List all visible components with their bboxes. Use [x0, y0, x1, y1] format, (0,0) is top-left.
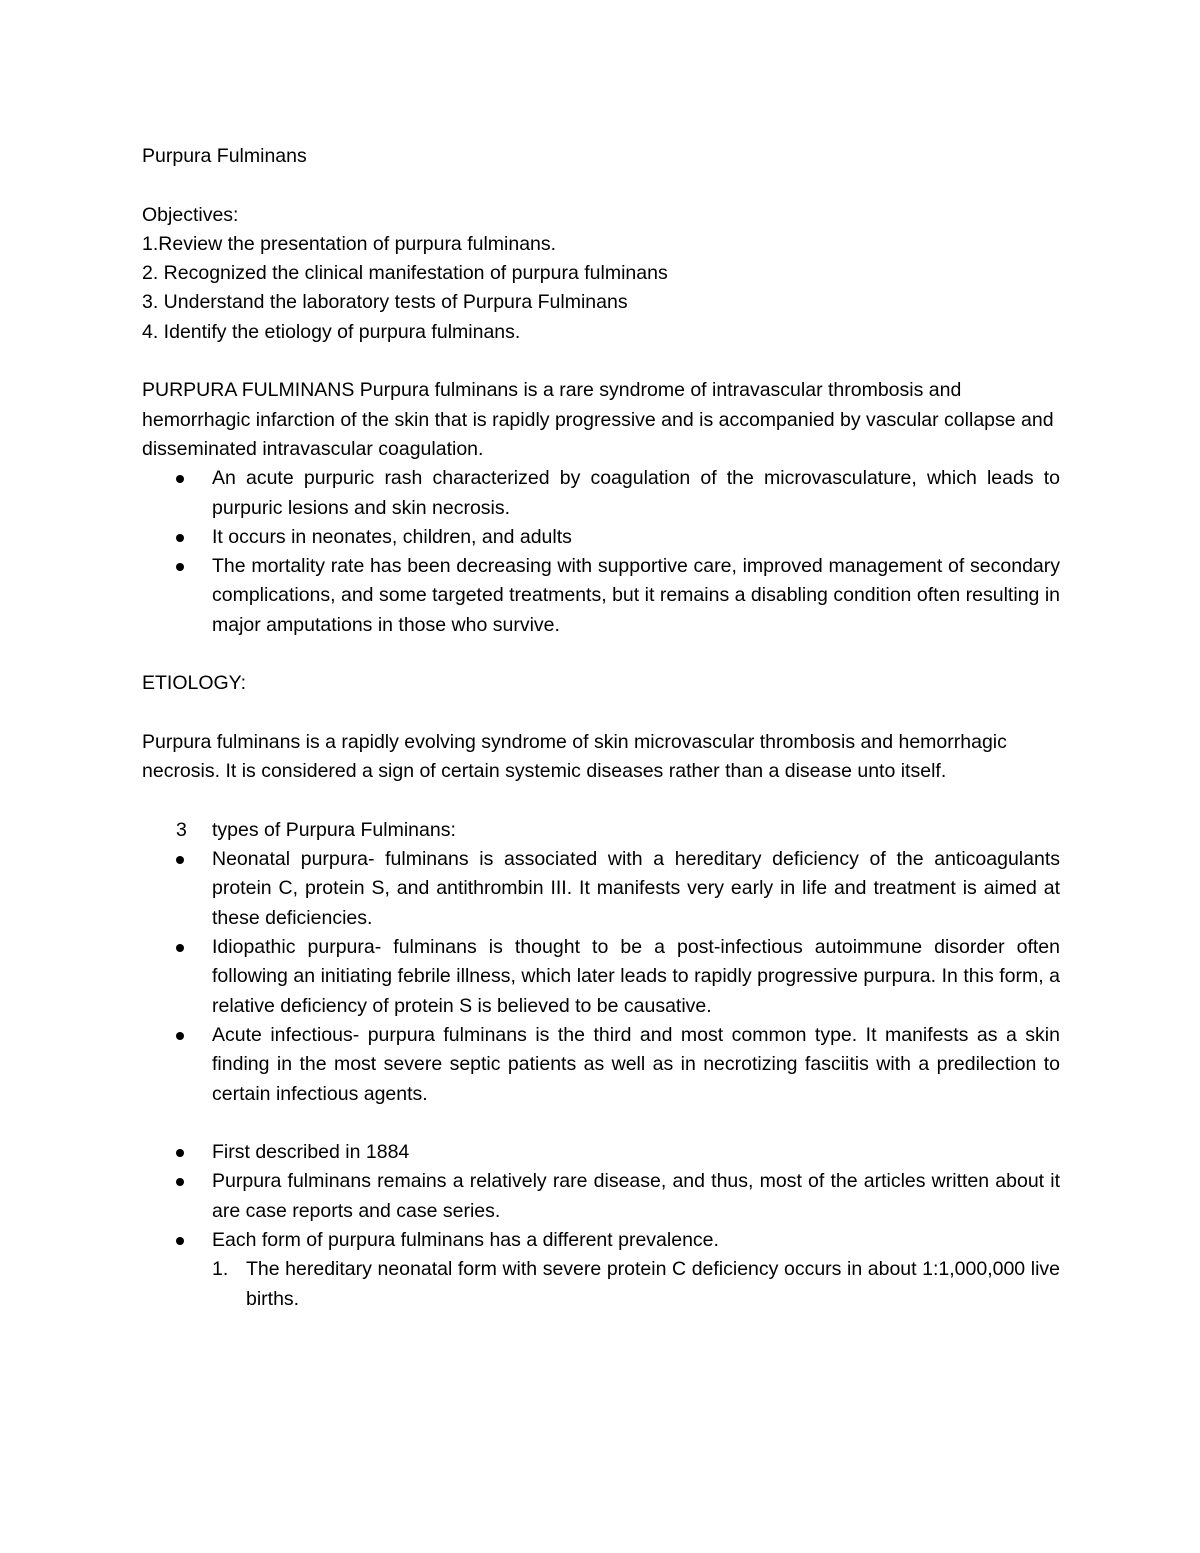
bullet-text: Idiopathic purpura- fulminans is thought to be a post-infectious autoimmune disorder often following an initiating febrile illness, which later leads to rapidly progressive purpura. In this form, a relative deficiency of protein S is believed to be causative.	[212, 936, 1060, 1017]
types-number: 3	[176, 818, 187, 841]
overview-bullet-list	[142, 464, 1060, 640]
types-bullet-list	[142, 845, 1060, 1109]
bullet-icon	[176, 1149, 184, 1157]
spacer	[142, 787, 1060, 816]
facts-bullet-list	[142, 1138, 1060, 1255]
objective-item: 1.Review the presentation of purpura fulminans.	[142, 232, 557, 255]
etiology-heading: ETIOLOGY:	[142, 672, 247, 695]
types-heading-text: types of Purpura Fulminans:	[212, 818, 456, 841]
bullet-text: Purpura fulminans remains a relatively rare disease, and thus, most of the articles written about it are case reports and case series.	[212, 1170, 1060, 1222]
overview-bullet-item	[142, 552, 1060, 640]
bullet-text: First described in 1884	[212, 1141, 410, 1164]
objective-item: 3. Understand the laboratory tests of Purpura Fulminans	[142, 291, 628, 314]
prevalence-text: The hereditary neonatal form with severe protein C deficiency occurs in about 1:1,000,000 live births.	[246, 1258, 1060, 1310]
overview-paragraph: PURPURA FULMINANS Purpura fulminans is a rare syndrome of intravascular thrombosis and hemorrhagic infarction of the skin that is rapidly progressive and is accompanied by vascular collapse and disseminated intravascular coagulation.	[142, 379, 1054, 460]
overview-bullet-item	[142, 464, 1060, 523]
spacer	[142, 699, 1060, 728]
bullet-text: An acute purpuric rash characterized by coagulation of the microvasculature, which leads to purpuric lesions and skin necrosis.	[212, 467, 1060, 519]
type-bullet-item	[142, 933, 1060, 1021]
fact-bullet-item	[142, 1138, 1060, 1167]
spacer	[142, 640, 1060, 669]
bullet-text: Acute infectious- purpura fulminans is the third and most common type. It manifests as a skin finding in the most severe septic patients as well as in necrotizing fasciitis with a predilection to certain infectious agents.	[212, 1023, 1060, 1105]
fact-bullet-item	[142, 1167, 1060, 1226]
type-bullet-item	[142, 1021, 1060, 1109]
bullet-icon	[176, 856, 184, 864]
list-number: 1.	[212, 1258, 229, 1281]
spacer	[142, 1109, 1060, 1138]
objectives-heading: Objectives:	[142, 203, 239, 226]
bullet-icon	[176, 475, 184, 483]
document-page	[142, 142, 1060, 1314]
objectives-list	[142, 230, 1060, 347]
fact-bullet-item	[142, 1226, 1060, 1255]
document-title: Purpura Fulminans	[142, 145, 307, 167]
types-heading	[142, 816, 1060, 845]
bullet-text: The mortality rate has been decreasing with supportive care, improved management of secondary complications, and some targeted treatments, but it remains a disabling condition often resulting in major amputations in those who survive.	[212, 555, 1060, 636]
overview-bullet-item	[142, 523, 1060, 552]
bullet-icon	[176, 1178, 184, 1186]
bullet-text: It occurs in neonates, children, and adults	[212, 525, 572, 548]
spacer	[142, 347, 1060, 376]
bullet-icon	[176, 944, 184, 952]
etiology-paragraph: Purpura fulminans is a rapidly evolving syndrome of skin microvascular thrombosis and hemorrhagic necrosis. It is considered a sign of certain systemic diseases rather than a disease unto itself.	[142, 730, 1007, 783]
prevalence-list	[142, 1255, 1060, 1314]
bullet-icon	[176, 534, 184, 542]
type-bullet-item	[142, 845, 1060, 933]
bullet-text: Each form of purpura fulminans has a different prevalence.	[212, 1228, 719, 1251]
bullet-icon	[176, 1237, 184, 1245]
bullet-icon	[176, 563, 184, 571]
objective-item: 2. Recognized the clinical manifestation of purpura fulminans	[142, 262, 668, 285]
bullet-icon	[176, 1032, 184, 1040]
objective-item: 4. Identify the etiology of purpura fulminans.	[142, 320, 521, 343]
bullet-text: Neonatal purpura- fulminans is associated with a hereditary deficiency of the anticoagulants protein C, protein S, and antithrombin III. It manifests very early in life and treatment is aimed at these deficiencies.	[212, 848, 1060, 929]
prevalence-item	[142, 1255, 1060, 1314]
